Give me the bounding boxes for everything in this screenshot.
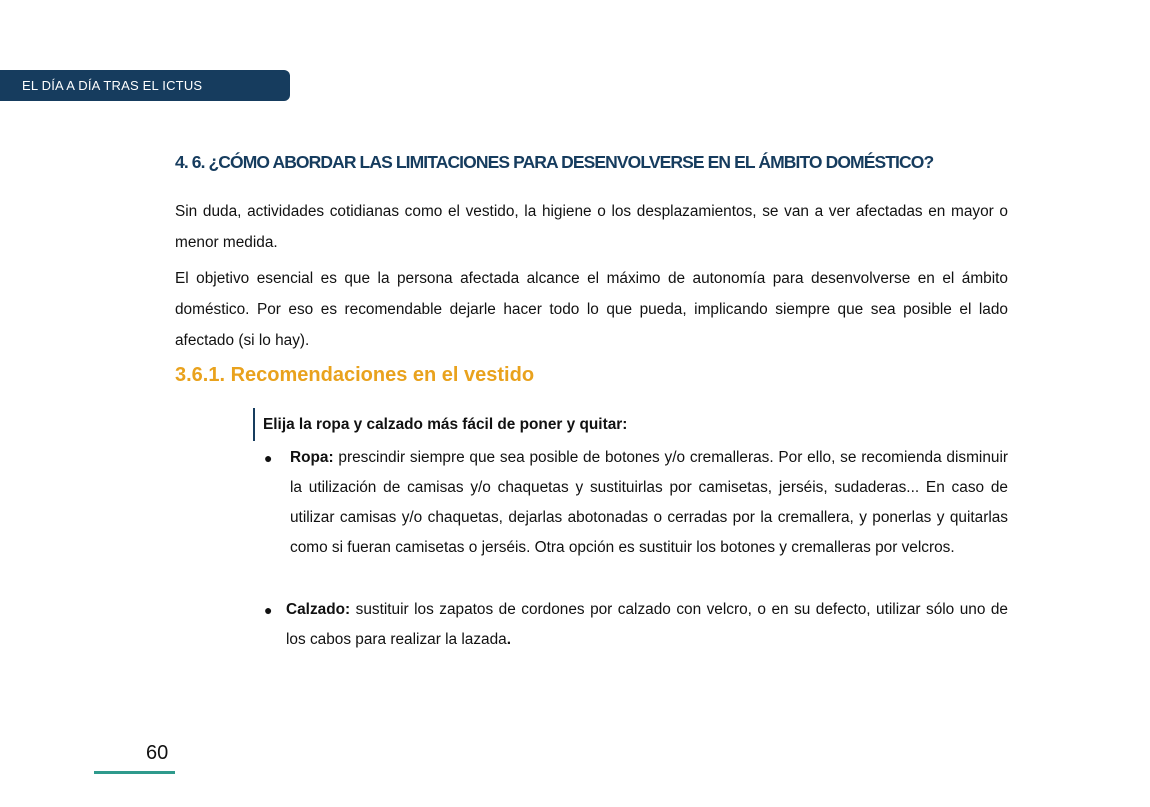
list-item — [264, 595, 1008, 655]
body-paragraph: El objetivo esencial es que la persona afectada alcance el máximo de autonomía para desenvolverse en el ámbito doméstico. Por eso es recomendable dejarle hacer todo lo que pueda, implicando siempre que sea posible el lado afectado (si lo hay). — [175, 270, 1008, 349]
running-header-tab — [0, 70, 290, 101]
footer-underline — [94, 771, 175, 774]
list-item — [264, 443, 1008, 563]
body-paragraph: Sin duda, actividades cotidianas como el vestido, la higiene o los desplazamientos, se van a ver afectadas en mayor o menor medida. — [175, 203, 1008, 251]
page-number: 60 — [146, 742, 169, 764]
list-item-end-mark: . — [506, 631, 512, 648]
callout-box — [253, 408, 627, 441]
list-item-term: Ropa: — [290, 449, 334, 466]
section-title: 4. 6. ¿CÓMO ABORDAR LAS LIMITACIONES PARA DESENVOLVERSE EN EL ÁMBITO DOMÉSTICO? — [175, 152, 934, 172]
running-header-title: EL DÍA A DÍA TRAS EL ICTUS — [22, 78, 203, 93]
list-item-text — [290, 443, 1008, 563]
bullet-dot-icon: ● — [264, 602, 273, 618]
list-item-text — [286, 595, 1008, 655]
bullet-dot-icon: ● — [264, 450, 273, 466]
subsection-title: 3.6.1. Recomendaciones en el vestido — [175, 364, 535, 386]
callout-text: Elija la ropa y calzado más fácil de poner y quitar: — [263, 415, 628, 433]
list-item-term: Calzado: — [286, 601, 351, 618]
list-item-body: prescindir siempre que sea posible de botones y/o cremalleras. Por ello, se recomienda disminuir la utilización de camisas y/o chaquetas y sustituirlas por camisetas, jerséis, sudaderas... En caso de utilizar camisas y/o chaquetas, dejarlas abotonadas o cerradas por la cremallera, y ponerlas y quitarlas como si fueran camisetas o jerséis. Otra opción es sustituir los botones y cremalleras por velcros. — [290, 449, 1008, 556]
list-item-body: sustituir los zapatos de cordones por calzado con velcro, o en su defecto, utilizar sólo uno de los cabos para realizar la lazada — [286, 601, 1008, 648]
